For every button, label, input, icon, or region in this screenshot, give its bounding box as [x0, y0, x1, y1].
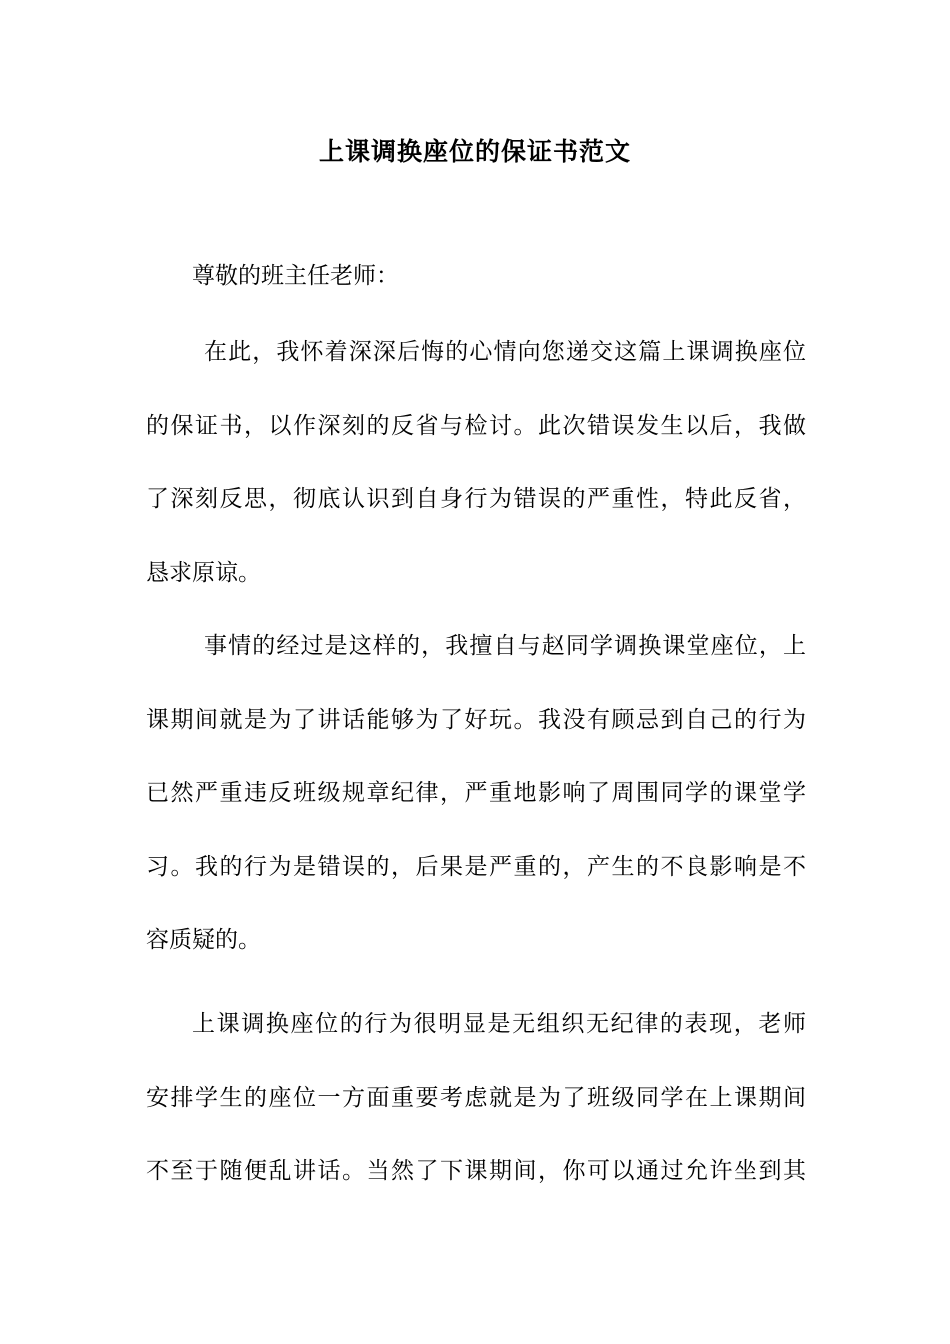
paragraph-line: 课期间就是为了讲话能够为了好玩。我没有顾忌到自己的行为: [146, 706, 806, 733]
paragraph-2: [146, 630, 806, 998]
paragraph-line: 容质疑的。: [146, 927, 261, 953]
paragraph-line: 在此，我怀着深深后悔的心情向您递交这篇上课调换座位: [204, 339, 806, 365]
paragraph-3: [146, 1008, 806, 1229]
paragraph-line: 习。我的行为是错误的，后果是严重的，产生的不良影响是不: [146, 853, 806, 880]
paragraph-line: 恳求原谅。: [146, 559, 261, 586]
document-title: 上课调换座位的保证书范文: [318, 137, 631, 166]
paragraph-line: 了深刻反思，彻底认识到自身行为错误的严重性，特此反省，: [146, 486, 806, 512]
paragraph-line: 的保证书，以作深刻的反省与检讨。此次错误发生以后，我做: [146, 412, 806, 439]
paragraph-line: 安排学生的座位一方面重要考虑就是为了班级同学在上课期间: [146, 1084, 806, 1111]
paragraph-line: 上课调换座位的行为很明显是无组织无纪律的表现，老师: [192, 1011, 806, 1037]
paragraph-1: [146, 336, 806, 630]
paragraph-line: 不至于随便乱讲话。当然了下课期间，你可以通过允许坐到其: [146, 1158, 806, 1184]
salutation: 尊敬的班主任老师：: [192, 263, 399, 289]
paragraph-line: 事情的经过是这样的，我擅自与赵同学调换课堂座位，上: [204, 633, 806, 659]
paragraph-line: 已然严重违反班级规章纪律，严重地影响了周围同学的课堂学: [146, 780, 806, 806]
